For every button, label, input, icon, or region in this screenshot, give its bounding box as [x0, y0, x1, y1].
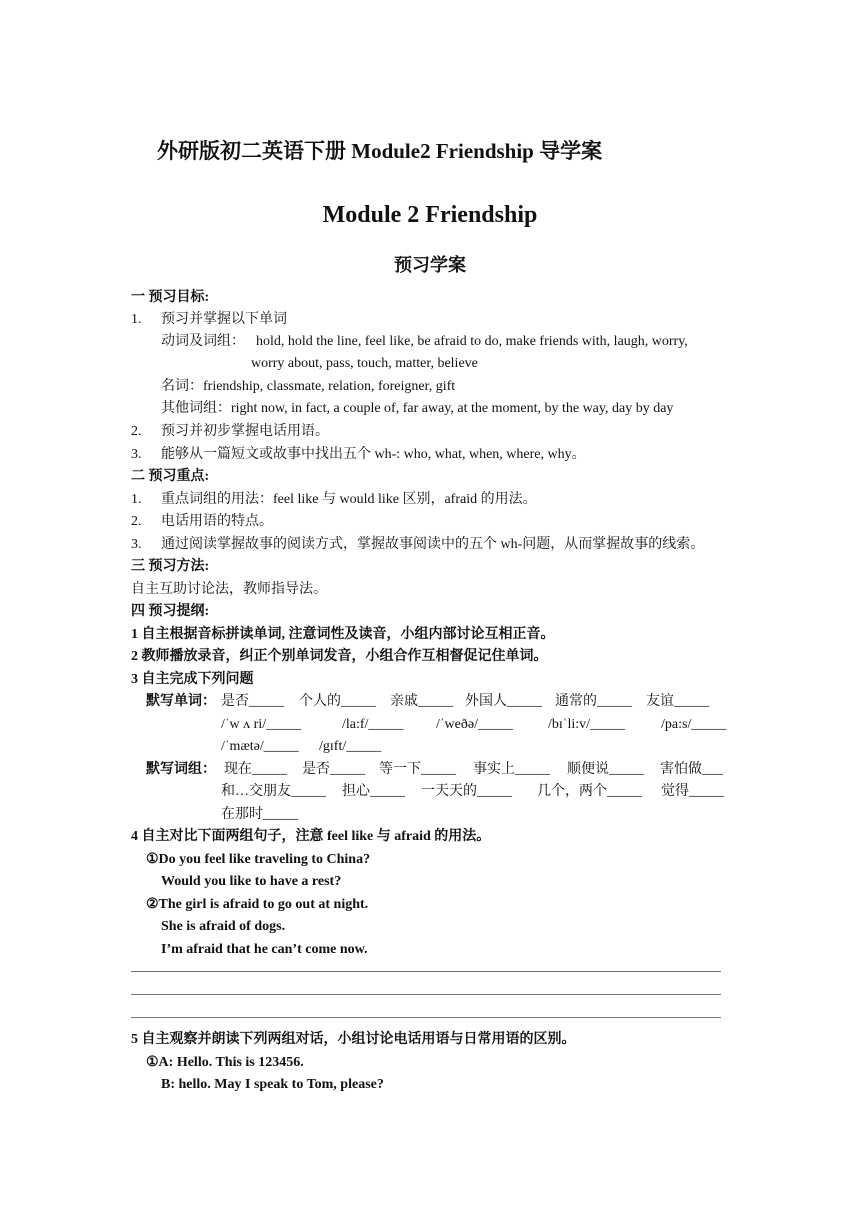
- section-4-heading: 四 预习提纲:: [131, 604, 210, 619]
- section-1-heading: 一 预习目标:: [131, 290, 210, 305]
- dialogue-line-2: B: hello. May I speak to Tom, please?: [161, 1077, 384, 1092]
- section-3-heading: 三 预习方法:: [131, 559, 210, 574]
- outline-point-4: 4 自主对比下面两组句子，注意 feel like 与 afraid 的用法。: [131, 829, 491, 844]
- verbs-line-1: hold, hold the line, feel like, be afraid to do, make friends with, laugh, worry,: [256, 334, 688, 349]
- verbs-line-2: worry about, pass, touch, matter, believe: [251, 356, 478, 371]
- section-title: 预习学案: [394, 255, 466, 275]
- section-2-heading: 二 预习重点:: [131, 469, 210, 484]
- document-title: 外研版初二英语下册 Module2 Friendship 导学案: [157, 139, 603, 163]
- phonetic-blank: /gɪft/_____: [319, 739, 382, 754]
- s3-text: 自主互助讨论法，教师指导法。: [131, 582, 327, 597]
- s1-item1-number: 1.: [131, 312, 142, 327]
- s2-item3: 通过阅读掌握故事的阅读方式，掌握故事阅读中的五个 wh-问题，从而掌握故事的线索。: [161, 537, 705, 552]
- phrase-blank: 和…交朋友_____: [221, 784, 326, 799]
- word-blank: 是否_____: [221, 694, 284, 709]
- example-sentence-4: She is afraid of dogs.: [161, 919, 286, 934]
- word-blank: 个人的_____: [299, 694, 376, 709]
- example-sentence-2: Would you like to have a rest?: [161, 874, 342, 889]
- module-title: Module 2 Friendship: [322, 202, 538, 228]
- s2-item1: 重点词组的用法：feel like 与 would like 区别，afraid 的用法。: [161, 492, 537, 507]
- outline-point-2: 2 教师播放录音，纠正个别单词发音，小组合作互相督促记住单词。: [131, 649, 548, 664]
- phrase-blank: 在那时_____: [221, 807, 298, 822]
- phonetic-blank: /pa:s/_____: [661, 717, 727, 732]
- nouns-line: 名词：friendship, classmate, relation, foreigner, gift: [161, 379, 456, 394]
- outline-point-5: 5 自主观察并朗读下列两组对话，小组讨论电话用语与日常用语的区别。: [131, 1032, 576, 1047]
- phrase-blank: 是否_____: [302, 762, 365, 777]
- example-sentence-1: ①Do you feel like traveling to China?: [146, 852, 371, 867]
- s1-item3-number: 3.: [131, 447, 142, 462]
- phrase-blank: 一天天的_____: [421, 784, 512, 799]
- s1-item2-number: 2.: [131, 424, 142, 439]
- word-blank: 通常的_____: [555, 694, 632, 709]
- phonetic-blank: /ˈweðə/_____: [436, 717, 513, 732]
- phrase-blank: 事实上_____: [473, 762, 550, 777]
- phrase-blank: 顺便说_____: [567, 762, 644, 777]
- phrase-blank: 担心_____: [342, 784, 405, 799]
- outline-point-3: 3 自主完成下列问题: [131, 672, 254, 687]
- phrase-blank: 觉得_____: [661, 784, 724, 799]
- answer-line: [131, 994, 721, 995]
- phonetic-blank: /la:f/_____: [342, 717, 404, 732]
- phonetic-blank: /bɪˈli:v/_____: [548, 717, 625, 732]
- dialogue-line-1: ①A: Hello. This is 123456.: [146, 1055, 304, 1070]
- word-blank: 友谊_____: [646, 694, 709, 709]
- s1-item3: 能够从一篇短文或故事中找出五个 wh-: who, what, when, where, why。: [161, 447, 586, 462]
- s2-item3-number: 3.: [131, 537, 142, 552]
- phrase-blank: 等一下_____: [379, 762, 456, 777]
- s1-item2: 预习并初步掌握电话用语。: [161, 424, 329, 439]
- s2-item1-number: 1.: [131, 492, 142, 507]
- s2-item2: 电话用语的特点。: [161, 514, 273, 529]
- phrase-blank: 害怕做___: [660, 762, 723, 777]
- verbs-label: 动词及词组：: [161, 334, 245, 349]
- example-sentence-5: I’m afraid that he can’t come now.: [161, 942, 368, 957]
- other-phrases-line: 其他词组：right now, in fact, a couple of, far away, at the moment, by the way, day by day: [161, 401, 674, 416]
- phonetic-blank: /ˈw ʌ ri/_____: [221, 717, 302, 732]
- s2-item2-number: 2.: [131, 514, 142, 529]
- answer-line: [131, 971, 721, 972]
- word-blank: 外国人_____: [465, 694, 542, 709]
- outline-point-1: 1 自主根据音标拼读单词, 注意词性及读音，小组内部讨论互相正音。: [131, 627, 555, 642]
- phrase-blank: 现在_____: [224, 762, 287, 777]
- example-sentence-3: ②The girl is afraid to go out at night.: [146, 897, 369, 912]
- phonetic-blank: /ˈmætə/_____: [221, 739, 299, 754]
- phrases-label: 默写词组：: [146, 762, 216, 777]
- phrase-blank: 几个，两个_____: [537, 784, 642, 799]
- s1-item1: 预习并掌握以下单词: [161, 312, 287, 327]
- answer-line: [131, 1017, 721, 1018]
- word-blank: 亲戚_____: [390, 694, 453, 709]
- words-label: 默写单词：: [146, 694, 216, 709]
